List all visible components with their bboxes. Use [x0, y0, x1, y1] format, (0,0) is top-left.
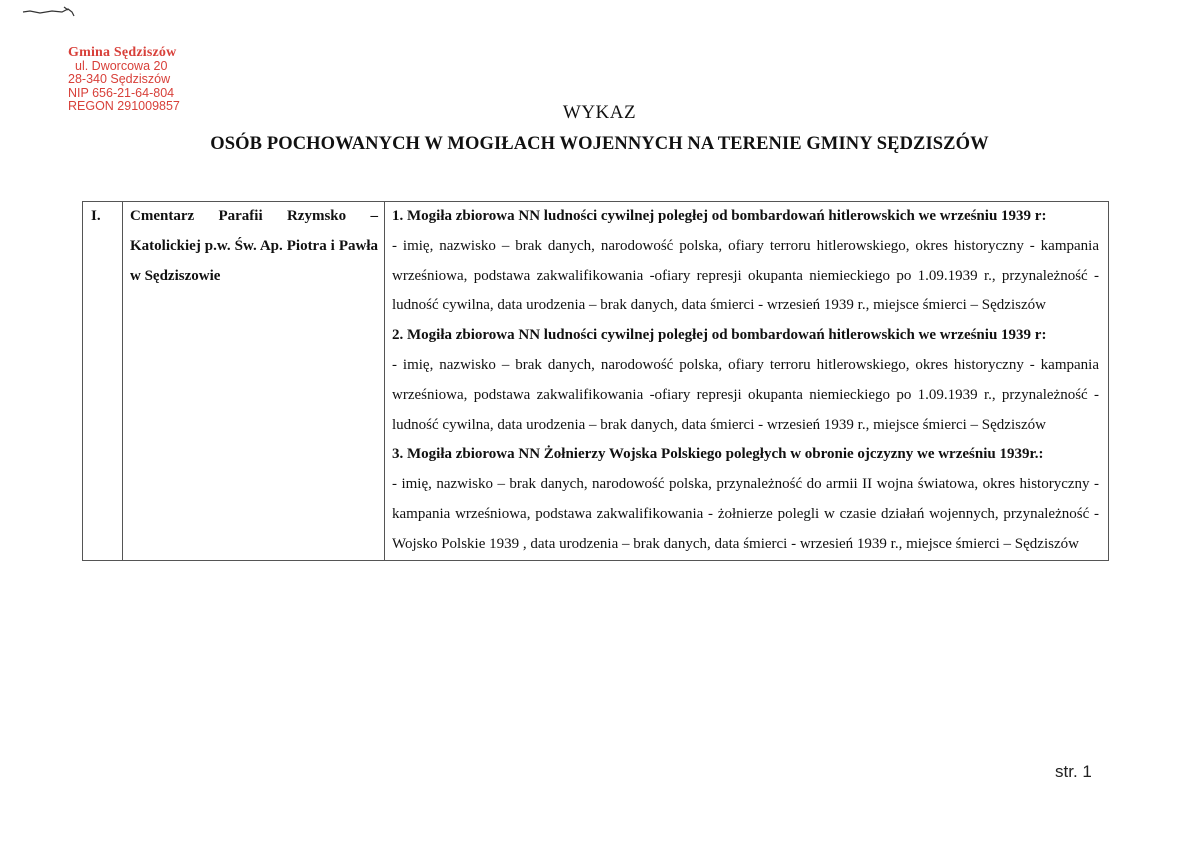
graves-list: [385, 202, 1109, 561]
graves-table: [82, 201, 1109, 561]
grave-entry-details: - imię, nazwisko – brak danych, narodowość polska, ofiary terroru hitlerowskiego, okres historyczny - kampania wrześniowa, podstawa zakwalifikowania -ofiary represji okupanta niemieckiego po 1.09.1939 r., przynależność - ludność cywilna, data urodzenia – brak danych, data śmierci - wrzesień 1939 r., miejsce śmierci – Sędziszów: [392, 356, 1099, 433]
grave-entry-heading: 2. Mogiła zbiorowa NN ludności cywilnej poległej od bombardowań hitlerowskich we wrześniu 1939 r:: [392, 327, 1047, 344]
grave-entry-details: - imię, nazwisko – brak danych, narodowość polska, ofiary terroru hitlerowskiego, okres historyczny - kampania wrześniowa, podstawa zakwalifikowania -ofiary represji okupanta niemieckiego po 1.09.1939 r., przynależność - ludność cywilna, data urodzenia – brak danych, data śmierci - wrzesień 1939 r., miejsce śmierci – Sędziszów: [392, 237, 1099, 314]
cemetery-name: Cmentarz Parafii Rzymsko – Katolickiej p.w. Św. Ap. Piotra i Pawła w Sędziszowie: [123, 202, 385, 561]
stamp-name: Gmina Sędziszów: [68, 45, 177, 60]
stamp-postal: 28-340 Sędziszów: [68, 72, 171, 86]
grave-entry-heading: 3. Mogiła zbiorowa NN Żołnierzy Wojska Polskiego poległych w obronie ojczyzny we wrześniu 1939r.:: [392, 446, 1044, 463]
table-row: [83, 202, 1109, 561]
stamp-street: ul. Dworcowa 20: [75, 58, 168, 73]
stamp-regon: REGON 291009857: [68, 99, 180, 113]
document-subtitle: OSÓB POCHOWANYCH W MOGIŁACH WOJENNYCH NA TERENIE GMINY SĘDZISZÓW: [210, 134, 989, 154]
document-title: WYKAZ: [562, 102, 637, 123]
grave-entry-details: - imię, nazwisko – brak danych, narodowość polska, przynależność do armii II wojna światowa, okres historyczny - kampania wrześniowa, podstawa zakwalifikowania - żołnierze polegli w czasie działań wojennych, przynależność - Wojsko Polskie 1939 , data urodzenia – brak danych, data śmierci - wrzesień 1939 r., miejsce śmierci – Sędziszów: [392, 476, 1099, 552]
page-number: str. 1: [1055, 762, 1092, 781]
scan-artifact: [22, 4, 82, 18]
stamp-nip: NIP 656-21-64-804: [68, 85, 175, 100]
grave-entry-heading: 1. Mogiła zbiorowa NN ludności cywilnej poległej od bombardowań hitlerowskich we wrześniu 1939 r:: [392, 208, 1047, 224]
row-number: I.: [83, 202, 123, 561]
